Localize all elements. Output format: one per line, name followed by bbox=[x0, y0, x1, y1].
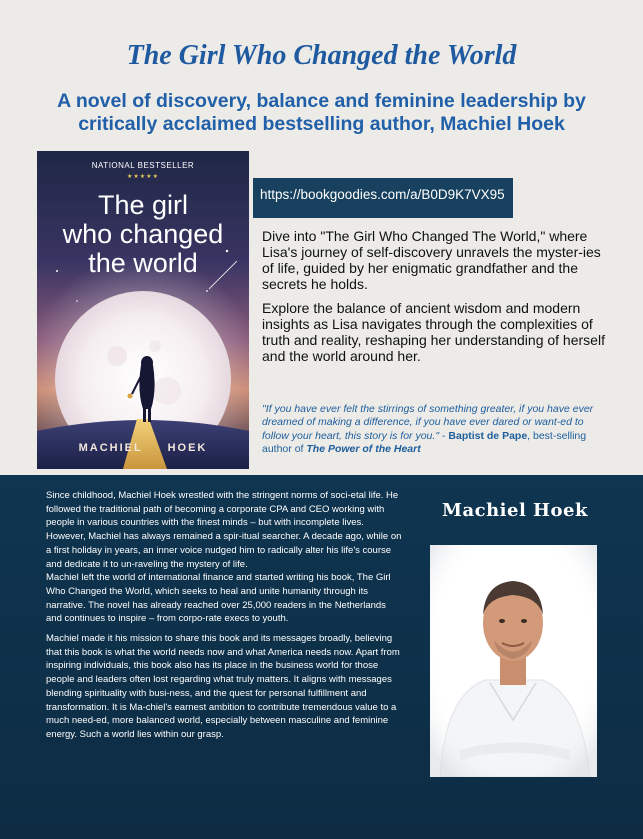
quote-attribution-book: The Power of the Heart bbox=[306, 442, 421, 455]
cover-title-line: who changed bbox=[62, 219, 224, 249]
author-portrait bbox=[430, 545, 597, 777]
cover-title bbox=[37, 191, 249, 278]
author-name: Machiel Hoek bbox=[442, 500, 588, 521]
quote-attribution-name: Baptist de Pape bbox=[448, 429, 528, 442]
cover-stars: ★★★★★ bbox=[127, 174, 159, 180]
description-paragraph: Explore the balance of ancient wisdom and modern insights as Lisa navigates through the complexities of truth and reality, reshaping her understanding of herself and the world around her. bbox=[262, 300, 605, 364]
cover-title-line: The girl bbox=[97, 190, 189, 220]
bio-paragraph: Since childhood, Machiel Hoek wrestled with the stringent norms of soci-etal life. He followed the traditional path of becoming a corporate CPA and CEO working with people in various countries with the finest minds – but with incomplete lives. However, Machiel has always remained a spir-itual searcher. A decade ago, while on a first holiday in years, an inner voice nudged him to radically alter his life's course and dedicate it to un-raveling the mystery of life. bbox=[46, 490, 402, 570]
endorsement-quote bbox=[262, 403, 606, 456]
author-photo bbox=[430, 545, 597, 777]
book-link[interactable]: https://bookgoodies.com/a/B0D9K7VX95 bbox=[260, 187, 505, 202]
bio-paragraph: Machiel made it his mission to share this book and its messages broadly, believing that this book is what the world needs now and what America needs now. Apart from inspiring individuals, this book also has its place in the business world for those people and leaders often lost regarding what truly matters. It aligns with messages blending spirituality with busi-ness, and the quest for personal fulfillment and transformation. It is Ma-chiel's earnest ambition to contribute tremendous value to a much need-ed, more balanced world, especially between masculine and feminine energy. Such a world lies within our grasp. bbox=[46, 633, 400, 740]
book-description bbox=[262, 228, 606, 364]
cover-title-line: the world bbox=[88, 248, 198, 278]
book-cover bbox=[37, 151, 249, 469]
quote-text: "If you have ever felt the stirrings of something greater, if you have ever dreamed of making a difference, if you have ever dared or want-ed to follow your heart, this story is for you." bbox=[262, 403, 594, 442]
author-bio bbox=[46, 489, 404, 742]
description-paragraph: Dive into "The Girl Who Changed The World," where Lisa's journey of self-discovery unravels the myster-ies of life, guided by her enigmatic grandfather and the secrets he holds. bbox=[262, 228, 601, 292]
page-subtitle: A novel of discovery, balance and feminine leadership by critically acclaimed bestselling author, Machiel Hoek bbox=[57, 90, 586, 135]
quote-dash: - bbox=[439, 429, 449, 442]
quote-attribution-mid: , best-selling author of bbox=[262, 429, 587, 455]
bio-paragraph: Machiel left the world of international finance and started writing his book, The Girl Who Changed the World, which seeks to heal and unite humanity through its narrative. The novel has already reached over 25,000 readers in the Netherlands and continues to inspire – from corpo-rate execs to youth. bbox=[46, 572, 391, 625]
cover-author: MACHIEL HOEK bbox=[78, 442, 208, 454]
book-link-box[interactable] bbox=[253, 178, 513, 218]
page-title: The Girl Who Changed the World bbox=[126, 40, 517, 71]
cover-badge: NATIONAL BESTSELLER bbox=[91, 161, 195, 170]
